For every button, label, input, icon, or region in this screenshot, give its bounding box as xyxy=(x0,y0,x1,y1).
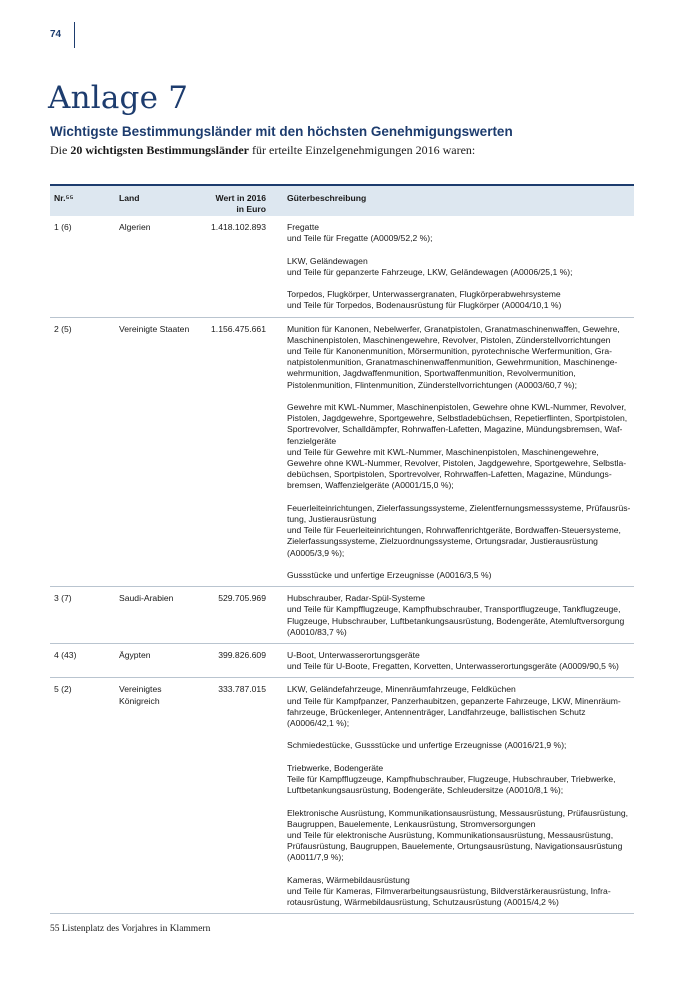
goods-line: (A0011/7,9 %); xyxy=(287,852,344,863)
goods-paragraph xyxy=(287,650,632,672)
goods-paragraph xyxy=(287,684,632,729)
goods-line: und Teile für Feuerleiteinrichtungen, Rohrwaffenrichtgeräte, Bordwaffen-Steuersysteme, xyxy=(287,525,621,536)
goods-line: Gewehre mit KWL-Nummer, Maschinenpistolen, Gewehre ohne KWL-Nummer, Revolver, xyxy=(287,402,627,412)
section-title: Wichtigste Bestimmungsländer mit den höchsten Genehmigungswerten xyxy=(50,124,513,139)
intro-text xyxy=(50,143,475,158)
goods-paragraph xyxy=(287,570,632,581)
goods-line: (A0006/42,1 %); xyxy=(287,718,350,729)
goods-line: und Teile für Gewehre mit KWL-Nummer, Maschinenpistolen, Maschinengewehre, xyxy=(287,446,599,457)
row-value: 1.418.102.893 xyxy=(211,222,266,232)
goods-line: und Teile für Kampfflugzeuge, Kampfhubschrauber, Transportflugzeuge, Tankflugzeuge, xyxy=(287,604,621,615)
row-number: 4 (43) xyxy=(54,650,77,661)
annex-title: Anlage 7 xyxy=(48,80,189,116)
export-table xyxy=(50,184,634,914)
goods-line: bremsen, Waffenzielgeräte (A0001/15,0 %); xyxy=(287,480,454,491)
goods-line: Kameras, Wärmebildausrüstung xyxy=(287,874,410,885)
row-goods-description xyxy=(287,587,632,643)
row-goods-description xyxy=(287,678,632,913)
goods-line: und Teile für elektronische Ausrüstung, Kommunikationsausrüstung, Messausrüstung, xyxy=(287,830,614,841)
header-nr: Nr.⁵⁵ xyxy=(54,193,74,203)
header-wert xyxy=(200,193,266,215)
goods-paragraph xyxy=(287,256,632,278)
goods-line: natpistolenmunition, Granatmaschinenwaffenmunition, Gewehrmunition, Maschinenge- xyxy=(287,357,618,368)
goods-line: debüchsen, Sportpistolen, Sportrevolver, Rohrwaffen-Lafetten, Magazine, Mündungs- xyxy=(287,469,612,480)
table-row xyxy=(50,216,634,318)
table-row xyxy=(50,678,634,914)
row-number: 1 (6) xyxy=(54,222,72,232)
goods-line: Munition für Kanonen, Nebelwerfer, Granatpistolen, Granatmaschinenwaffen, Gewehre, xyxy=(287,323,620,334)
goods-paragraph xyxy=(287,402,632,492)
page-number-divider xyxy=(74,22,75,48)
row-country xyxy=(119,222,209,233)
goods-line: (A0005/3,9 %); xyxy=(287,547,345,558)
goods-line: Sportrevolver, Schalldämpfer, Rohrwaffen-Lafetten, Magazine, Mündungsbremsen, Waf- xyxy=(287,424,623,435)
table-row xyxy=(50,644,634,678)
goods-line: und Teile für Torpedos, Bodenausrüstung für Flugkörper (A0004/10,1 %) xyxy=(287,300,562,311)
goods-line: Triebwerke, Bodengeräte xyxy=(287,762,384,773)
table-header xyxy=(50,184,634,216)
goods-line: fenzielgeräte xyxy=(287,435,337,446)
goods-line: Luftbetankungsausrüstung, Bodengeräte, Schleudersitze (A0010/8,1 %); xyxy=(287,785,564,796)
country-line: Algerien xyxy=(119,222,151,232)
goods-line: wehrmunition, Jagdwaffenmunition, Sportwaffenmunition, Revolvermunition, xyxy=(287,368,576,379)
goods-line: Teile für Kampfflugzeuge, Kampfhubschrauber, Flugzeuge, Hubschrauber, Triebwerke, xyxy=(287,774,616,785)
goods-line: Schmiedestücke, Gussstücke und unfertige Erzeugnisse (A0016/21,9 %); xyxy=(287,740,567,751)
row-value: 1.156.475.661 xyxy=(211,323,266,334)
goods-line: und Teile für Fregatte (A0009/52,2 %); xyxy=(287,233,433,244)
goods-line: LKW, Geländewagen xyxy=(287,255,368,266)
goods-line: Torpedos, Flugkörper, Unterwassergranaten, Flugkörperabwehrsysteme xyxy=(287,289,561,300)
intro-bold: 20 wichtigsten Bestimmungsländer xyxy=(70,143,249,157)
goods-line: rotausrüstung, Wärmebildausrüstung, Schutzausrüstung (A0015/4,2 %) xyxy=(287,897,559,908)
goods-line: Feuerleiteinrichtungen, Zielerfassungssysteme, Zielentfernungsmesssysteme, Prüfausrüs- xyxy=(287,502,631,513)
row-country xyxy=(119,684,209,706)
goods-line: Zielerfassungssysteme, Zielzuordnungssysteme, Ortungsradar, Justierausrüstung xyxy=(287,536,598,547)
row-goods-description xyxy=(287,644,632,677)
goods-line: fahrzeuge, Brückenleger, Antennenträger, Landfahrzeuge, ballistischen Schutz xyxy=(287,706,586,717)
goods-paragraph xyxy=(287,222,632,244)
goods-paragraph xyxy=(287,593,632,638)
goods-line: und Teile für gepanzerte Fahrzeuge, LKW, Geländewagen (A0006/25,1 %); xyxy=(287,266,573,277)
country-line: Vereinigtes xyxy=(119,684,162,695)
footnote: 55 Listenplatz des Vorjahres in Klammern xyxy=(50,924,211,934)
row-number: 5 (2) xyxy=(54,684,72,695)
goods-line: Hubschrauber, Radar-Spül-Systeme xyxy=(287,593,426,604)
goods-paragraph xyxy=(287,740,632,751)
header-gueter: Güterbeschreibung xyxy=(287,193,367,203)
intro-suffix: für erteilte Einzelgenehmigungen 2016 waren: xyxy=(249,143,476,157)
goods-paragraph xyxy=(287,808,632,864)
goods-line: Pistolen, Jagdgewehre, Sportgewehre, Selbstladebüchsen, Repetierflinten, Sportpistolen, xyxy=(287,413,628,424)
country-line: Ägypten xyxy=(119,650,151,661)
row-country xyxy=(119,593,209,604)
goods-line: tung, Justierausrüstung xyxy=(287,514,377,525)
goods-line: Baugruppen, Bauelemente, Lenkausrüstung, Stromversorgungen xyxy=(287,818,536,829)
goods-line: und Teile für Kanonenmunition, Mörsermunition, pyrotechnische Werfermunition, Gra- xyxy=(287,346,612,356)
row-value: 399.826.609 xyxy=(218,650,266,661)
goods-line: Gussstücke und unfertige Erzeugnisse (A0016/3,5 %) xyxy=(287,570,492,581)
goods-line: LKW, Geländefahrzeuge, Minenräumfahrzeuge, Feldküchen xyxy=(287,684,516,695)
row-number: 3 (7) xyxy=(54,593,72,604)
row-goods-description xyxy=(287,216,632,317)
row-value: 529.705.969 xyxy=(218,593,266,604)
row-goods-description xyxy=(287,318,632,587)
row-value: 333.787.015 xyxy=(218,684,266,695)
country-line: Saudi-Arabien xyxy=(119,593,174,604)
goods-line: und Teile für Kampfpanzer, Panzerhaubitzen, gepanzerte Fahrzeuge, LKW, Minenräum- xyxy=(287,695,621,706)
country-line: Vereinigte Staaten xyxy=(119,323,190,334)
goods-line: und Teile für U-Boote, Fregatten, Korvetten, Unterwasserortungsgeräte (A0009/90,5 %) xyxy=(287,661,619,672)
page-number: 74 xyxy=(50,29,62,40)
goods-line: Fregatte xyxy=(287,222,320,232)
goods-line: Flugzeuge, Hubschrauber, Luftbetankungsausrüstung, Bodengeräte, Atemluftversorgung xyxy=(287,615,625,626)
goods-line: und Teile für Kameras, Filmverarbeitungsausrüstung, Bildverstärkerausrüstung, Infra- xyxy=(287,886,611,897)
intro-prefix: Die xyxy=(50,143,71,157)
goods-paragraph xyxy=(287,324,632,391)
goods-line: (A0010/83,7 %) xyxy=(287,626,347,637)
country-line: Königreich xyxy=(119,695,160,706)
goods-paragraph xyxy=(287,763,632,797)
row-country xyxy=(119,324,209,335)
table-body xyxy=(50,216,634,914)
goods-line: Maschinenpistolen, Maschinengewehre, Revolver, Pistolen, Zünderstellvorrichtungen xyxy=(287,334,611,345)
goods-line: Gewehre ohne KWL-Nummer, Revolver, Pistolen, Jagdgewehre, Sportgewehre, Selbstla- xyxy=(287,458,627,469)
table-row xyxy=(50,318,634,588)
header-wert-line1: Wert in 2016 xyxy=(215,193,266,203)
row-country xyxy=(119,650,209,661)
goods-paragraph xyxy=(287,503,632,559)
goods-line: U-Boot, Unterwasserortungsgeräte xyxy=(287,650,420,661)
goods-line: Prüfausrüstung, Baugruppen, Bauelemente, Ortungsausrüstung, Navigationsausrüstung xyxy=(287,841,623,852)
table-row xyxy=(50,587,634,644)
goods-paragraph xyxy=(287,289,632,311)
row-number: 2 (5) xyxy=(54,323,72,334)
goods-paragraph xyxy=(287,875,632,909)
header-wert-line2: in Euro xyxy=(236,204,266,214)
header-land: Land xyxy=(119,193,140,203)
goods-line: Pistolenmunition, Flintenmunition, Zünderstellvorrichtungen (A0003/60,7 %); xyxy=(287,379,577,390)
goods-line: Elektronische Ausrüstung, Kommunikationsausrüstung, Messausrüstung, Prüfausrüstung, xyxy=(287,807,629,818)
